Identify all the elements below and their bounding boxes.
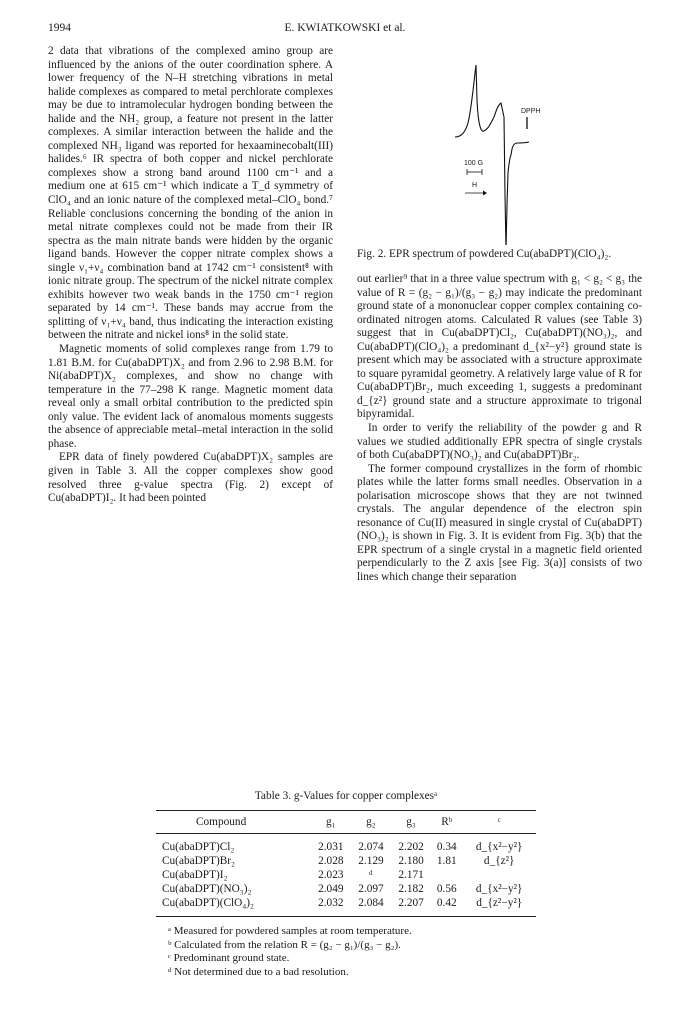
column-header: Compound (196, 816, 247, 828)
table-row (156, 854, 536, 868)
table-cell: 2.074 (358, 841, 384, 853)
table-cell: 2.129 (358, 855, 384, 867)
left-column (48, 45, 333, 506)
table-cell: 2.031 (318, 841, 344, 853)
column-header: Rᵇ (441, 816, 453, 828)
table-cell: ᵈ (369, 869, 373, 881)
column-header: ᶜ (497, 816, 501, 828)
table-cell: 2.171 (398, 869, 424, 881)
table-cell: 2.182 (398, 883, 424, 895)
table-cell: d_{z²} (483, 855, 515, 867)
column-header: g₂ (366, 816, 376, 828)
table-cell: 0.34 (436, 841, 457, 853)
table-cell: 2.028 (318, 855, 344, 867)
table-cell: 0.42 (436, 897, 457, 909)
paragraph: EPR data of finely powdered Cu(abaDPT)X₂ samples are given in Table 3. All the copper complexes show good resolved three g-value spectra (Fig. 2) except of Cu(abaDPT)I₂. It had been pointed (48, 451, 333, 505)
table-cell: Cu(abaDPT)(ClO₄)₂ (162, 897, 254, 909)
figure-caption: Fig. 2. EPR spectrum of powdered Cu(abaDPT)(ClO₄)₂. (357, 248, 612, 260)
table-cell (431, 868, 462, 882)
spectrum-trace (455, 65, 529, 245)
column-header: g₁ (325, 816, 336, 828)
table-cell: 2.202 (398, 841, 424, 853)
table-cell: 2.049 (318, 883, 344, 895)
epr-spectrum-plot (357, 45, 642, 245)
paragraph: The former compound crystallizes in the form of rhombic plates while the latter forms small needles. Observation in a polarisation microscope shows that they are not twinned crystals. The angular dependence of the electron spin resonance of Cu(II) measured in single crystal of Cu(abaDPT)(NO₃)₂ is shown in Fig. 3. It is evident from Fig. 3(b) that the EPR spectrum of a single crystal in a magnetic field oriented perpendicularly to the Z axis [see Fig. 3(a)] consists of two lines which change their separation (357, 462, 642, 584)
table-cell: Cu(abaDPT)Cl₂ (162, 841, 235, 853)
table-cell: 1.81 (436, 855, 457, 867)
footnote: ᵇ Calculated from the relation R = (g₂ − g₁)/(g₃ − g₂). (168, 938, 401, 951)
field-arrow-head (483, 191, 487, 196)
scale-label: 100 G (464, 160, 484, 167)
table-cell: Cu(abaDPT)I₂ (162, 869, 228, 881)
table-cell: Cu(abaDPT)Br₂ (162, 855, 235, 867)
table-footnotes (156, 925, 536, 979)
table-cell: Cu(abaDPT)(NO₃)₂ (162, 883, 252, 895)
paragraph: out earlier⁹ that in a three value spectrum with g₁ < g₂ < g₃ the value of R = (g₂ − g₁)/(g₃ − g₂) may indicate the predominant ground state of a mononuclear copper complex containing co-ordinated nitrogen atoms. Calculated R values (see Table 3) suggest that in Cu(abaDPT)Cl₂, Cu(abaDPT)(NO₃)₂, and Cu(abaDPT)(ClO₄)₂ a predominant d_{x²−y²} ground state is present which may be associated with a structure approximate to square pyramidal geometry. A relatively large value of R for Cu(abaDPT)Br₂, much exceeding 1, suggests a predominant d_{z²} ground state and a structure approximate to trigonal bipyramidal. (357, 273, 642, 421)
field-label: H (472, 182, 478, 189)
epr-spectrum-figure (357, 45, 642, 245)
page-number: 1994 (48, 22, 71, 34)
table-3 (156, 790, 536, 979)
table-row (156, 834, 536, 855)
column-header: g₃ (406, 816, 416, 828)
table-cell: d_{z²−y²} (476, 897, 523, 909)
table-cell: d_{x²−y²} (475, 841, 523, 853)
page-header (48, 22, 642, 38)
table-cell: 2.032 (318, 897, 344, 909)
table-row (156, 896, 536, 917)
paragraph: In order to verify the reliability of the powder g and R values we studied additionally EPR spectra of single crystals of both Cu(abaDPT)(NO₃)₂ and Cu(abaDPT)Br₂. (357, 422, 642, 462)
table-row (156, 868, 536, 882)
running-head: E. KWIATKOWSKI et al. (284, 22, 406, 34)
paragraph: Magnetic moments of solid complexes range from 1.79 to 1.81 B.M. for Cu(abaDPT)X₂ and from 2.96 to 2.98 B.M. for Ni(abaDPT)X₂ complexes, and show no change with temperature in the 77–298 K range. Magnetic moment data reveal only a small orbital contribution to the predicted spin only value. The evident lack of anomalous moments suggests the absence of appreciable metal–metal interaction in the solid phase. (48, 343, 333, 450)
table-cell: d_{x²−y²} (475, 883, 523, 895)
dpph-label: DPPH (521, 108, 541, 115)
table-row (156, 882, 536, 896)
table-cell: 2.207 (398, 897, 424, 909)
table-cell: 0.56 (436, 883, 457, 895)
footnote: ᵃ Measured for powdered samples at room temperature. (168, 925, 412, 937)
g-values-table (156, 810, 536, 917)
table-cell: 2.023 (318, 869, 344, 881)
footnote: ᵈ Not determined due to a bad resolution. (168, 965, 349, 978)
table-title: Table 3. g-Values for copper complexesᵃ (254, 790, 438, 802)
footnote: ᶜ Predominant ground state. (168, 952, 290, 964)
table-cell (462, 868, 536, 882)
table-cell: 2.097 (358, 883, 384, 895)
right-column (357, 273, 642, 585)
table-cell: 2.180 (398, 855, 424, 867)
table-header-row (156, 811, 536, 834)
table-cell: 2.084 (358, 897, 384, 909)
paragraph: 2 data that vibrations of the complexed amino group are influenced by the anions of the outer coordination sphere. A lower frequency of the N–H stretching vibrations in metal halide complexes as compared to metal perchlorate complexes may be due to intramolecular hydrogen bonding between the halide and the NH₂ group, a feature not present in the latter complexes. A similar interaction between the halide and the complexed NH₃ ligand was reported for hexaaminecobalt(III) halides.⁶ IR spectra of both copper and nickel perchlorate complexes show a strong band around 1100 cm⁻¹ and a medium one at 615 cm⁻¹ which indicate a T_d symmetry of ClO₄ and an ionic nature of the complexed metal–ClO₄ bond.⁷ Reliable conclusions concerning the bonding of the anion in metal nitrate complexes could not be made from their IR spectra as the main nitrate bands were hidden by the organic ligand bands. However the copper nitrate complex shows a single ν₁+ν₄ combination band at 1742 cm⁻¹ consistent⁸ with ionic nitrate group. The spectrum of the nickel nitrate complex exhibits however two weak bands in the 1750 cm⁻¹ region separated by 14 cm⁻¹. These bands may accrue from the splitting of ν₁+ν₄ band, thus indicating the interaction existing between the nitrate and nickel ions⁸ in the solid state. (48, 45, 333, 342)
